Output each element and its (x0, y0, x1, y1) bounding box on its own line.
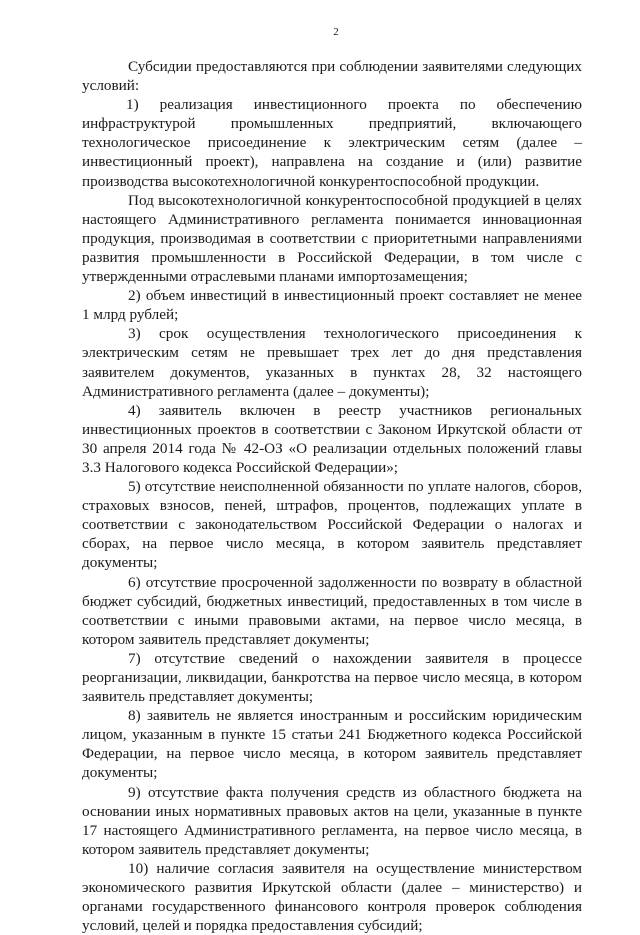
condition-9-paragraph: 9) отсутствие факта получения средств из областного бюджета на основании иных нормативных правовых актов на цели, указанные в пункте 17 настоящего Административного регламента, на первое число месяца, в котором заявитель представляет документы; (82, 783, 582, 858)
condition-8-paragraph: 8) заявитель не является иностранным и российским юридическим лицом, указанным в пункте 15 статьи 241 Бюджетного кодекса Российской Федерации, на первое число месяца, в котором заявитель представляет документы; (82, 707, 582, 782)
condition-4-paragraph: 4) заявитель включен в реестр участников региональных инвестиционных проектов в соответствии с Законом Иркутской области от 30 апреля 2014 года № 42-ОЗ «О реализации отдельных положений главы 3.3 Налогового кодекса Российской Федерации»; (82, 401, 582, 476)
intro-paragraph: Субсидии предоставляются при соблюдении заявителями следующих условий: (82, 58, 582, 95)
condition-7-paragraph: 7) отсутствие сведений о нахождении заявителя в процессе реорганизации, ликвидации, банкротства на первое число месяца, в котором заявитель представляет документы; (82, 649, 582, 706)
condition-10-paragraph: 10) наличие согласия заявителя на осуществление министерством экономического развития Иркутской области (далее – министерство) и органами государственного финансового контроля проверок соблюдения условий, целей и порядка предоставления субсидий; (82, 859, 582, 935)
document-page (82, 26, 582, 935)
page-number: 2 (333, 26, 339, 38)
condition-5-paragraph: 5) отсутствие неисполненной обязанности по уплате налогов, сборов, страховых взносов, пеней, штрафов, процентов, подлежащих уплате в соответствии с законодательством Российской Федерации о налогах и сборах, на первое число месяца, в котором заявитель представляет документы; (82, 478, 582, 572)
definition-paragraph: Под высокотехнологичной конкурентоспособной продукцией в целях настоящего Административного регламента понимается инновационная продукция, производимая в соответствии с приоритетными направлениями развития промышленности в Российской Федерации, в том числе с утвержденными отраслевыми планами импортозамещения; (82, 191, 582, 286)
condition-3-paragraph: 3) срок осуществления технологического присоединения к электрическим сетям не превышает трех лет до дня представления заявителем документов, указанных в пунктах 28, 32 настоящего Административного регламента (далее – документы); (82, 325, 582, 400)
condition-1-paragraph: 1) реализация инвестиционного проекта по обеспечению инфраструктурой промышленных предприятий, включающего технологическое присоединение к электрическим сетям (далее – инвестиционный проект), направлена на создание и (или) развитие производства высокотехнологичной конкурентоспособной продукции. (82, 96, 582, 190)
condition-6-paragraph: 6) отсутствие просроченной задолженности по возврату в областной бюджет субсидий, бюджетных инвестиций, предоставленных в том числе в соответствии с иными правовыми актами, на первое число месяца, в котором заявитель представляет документы; (82, 573, 582, 648)
condition-2-paragraph: 2) объем инвестиций в инвестиционный проект составляет не менее 1 млрд рублей; (82, 287, 582, 324)
